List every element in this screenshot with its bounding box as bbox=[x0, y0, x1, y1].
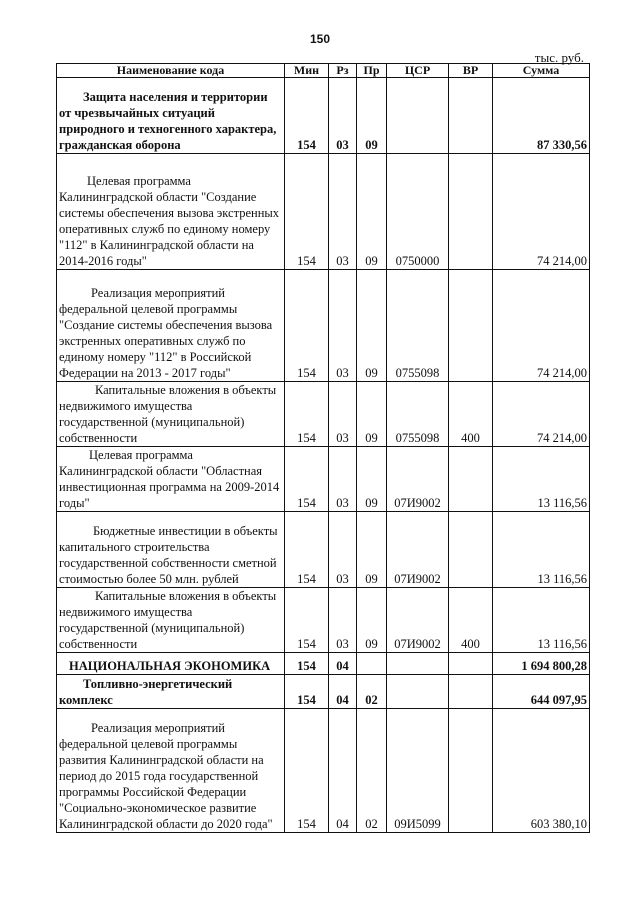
row-rz: 03 bbox=[329, 78, 357, 154]
row-rz: 03 bbox=[329, 588, 357, 653]
row-vr bbox=[449, 154, 493, 270]
row-sum: 74 214,00 bbox=[493, 154, 590, 270]
row-vr: 400 bbox=[449, 588, 493, 653]
row-csr bbox=[387, 78, 449, 154]
row-sum: 87 330,56 bbox=[493, 78, 590, 154]
units-label: тыс. руб. bbox=[534, 50, 584, 65]
row-rz: 04 bbox=[329, 675, 357, 709]
row-csr bbox=[387, 653, 449, 675]
table-row bbox=[57, 270, 590, 382]
table-row bbox=[57, 588, 590, 653]
row-rz: 04 bbox=[329, 709, 357, 833]
row-csr bbox=[387, 675, 449, 709]
row-pr: 09 bbox=[357, 447, 387, 512]
row-pr: 09 bbox=[357, 154, 387, 270]
row-min: 154 bbox=[285, 588, 329, 653]
row-vr bbox=[449, 78, 493, 154]
row-pr: 09 bbox=[357, 588, 387, 653]
row-csr: 07И9002 bbox=[387, 447, 449, 512]
row-vr bbox=[449, 447, 493, 512]
row-pr: 09 bbox=[357, 270, 387, 382]
row-min: 154 bbox=[285, 709, 329, 833]
table-row bbox=[57, 709, 590, 833]
table-header-row bbox=[57, 64, 590, 78]
row-min: 154 bbox=[285, 512, 329, 588]
table-row bbox=[57, 447, 590, 512]
row-pr: 09 bbox=[357, 78, 387, 154]
row-pr: 02 bbox=[357, 675, 387, 709]
row-csr: 0755098 bbox=[387, 270, 449, 382]
row-sum: 74 214,00 bbox=[493, 382, 590, 447]
row-min: 154 bbox=[285, 382, 329, 447]
row-vr: 400 bbox=[449, 382, 493, 447]
row-rz: 04 bbox=[329, 653, 357, 675]
row-pr: 09 bbox=[357, 382, 387, 447]
row-name: Бюджетные инвестиции в объекты капитального строительства государственной собственности сметной стоимостью более 50 млн. рублей bbox=[57, 512, 285, 588]
row-min: 154 bbox=[285, 675, 329, 709]
row-rz: 03 bbox=[329, 382, 357, 447]
row-pr bbox=[357, 653, 387, 675]
row-vr bbox=[449, 675, 493, 709]
header-rz: Рз bbox=[329, 64, 357, 78]
row-csr: 0750000 bbox=[387, 154, 449, 270]
row-vr bbox=[449, 653, 493, 675]
header-csr: ЦСР bbox=[387, 64, 449, 78]
row-min: 154 bbox=[285, 154, 329, 270]
table-row bbox=[57, 653, 590, 675]
row-rz: 03 bbox=[329, 512, 357, 588]
row-rz: 03 bbox=[329, 447, 357, 512]
row-sum: 13 116,56 bbox=[493, 588, 590, 653]
row-vr bbox=[449, 512, 493, 588]
table-row bbox=[57, 512, 590, 588]
row-min: 154 bbox=[285, 447, 329, 512]
row-csr: 07И9002 bbox=[387, 588, 449, 653]
row-min: 154 bbox=[285, 270, 329, 382]
table-row bbox=[57, 675, 590, 709]
row-pr: 02 bbox=[357, 709, 387, 833]
row-rz: 03 bbox=[329, 154, 357, 270]
row-name: Целевая программа Калининградской области "Создание системы обеспечения вызова экстренных оперативных служб по единому номеру "112" в Калининградской области на 2014-2016 годы" bbox=[57, 154, 285, 270]
table-row bbox=[57, 382, 590, 447]
row-csr: 07И9002 bbox=[387, 512, 449, 588]
row-sum: 1 694 800,28 bbox=[493, 653, 590, 675]
header-name: Наименование кода bbox=[57, 64, 285, 78]
row-name: Реализация мероприятий федеральной целевой программы "Создание системы обеспечения вызова экстренных оперативных служб по единому номеру "112" в Российской Федерации на 2013 - 2017 годы" bbox=[57, 270, 285, 382]
row-name: Топливно-энергетический комплекс bbox=[57, 675, 285, 709]
row-min: 154 bbox=[285, 653, 329, 675]
row-min: 154 bbox=[285, 78, 329, 154]
header-sum: Сумма bbox=[493, 64, 590, 78]
table-row bbox=[57, 78, 590, 154]
row-sum: 74 214,00 bbox=[493, 270, 590, 382]
row-name: Капитальные вложения в объекты недвижимого имущества государственной (муниципальной) собственности bbox=[57, 588, 285, 653]
row-name: Защита населения и территории от чрезвычайных ситуаций природного и техногенного характера, гражданская оборона bbox=[57, 78, 285, 154]
row-name: Реализация мероприятий федеральной целевой программы развития Калининградской области на период до 2015 года государственной программы Российской Федерации "Социально-экономическое развитие Калининградской области до 2020 года" bbox=[57, 709, 285, 833]
row-sum: 603 380,10 bbox=[493, 709, 590, 833]
budget-table bbox=[56, 63, 590, 833]
row-name: Капитальные вложения в объекты недвижимого имущества государственной (муниципальной) собственности bbox=[57, 382, 285, 447]
header-vr: ВР bbox=[449, 64, 493, 78]
row-vr bbox=[449, 709, 493, 833]
table-row bbox=[57, 154, 590, 270]
row-name: Целевая программа Калининградской области "Областная инвестиционная программа на 2009-2014 годы" bbox=[57, 447, 285, 512]
row-vr bbox=[449, 270, 493, 382]
header-min: Мин bbox=[285, 64, 329, 78]
row-pr: 09 bbox=[357, 512, 387, 588]
row-sum: 13 116,56 bbox=[493, 447, 590, 512]
page-number: 150 bbox=[309, 32, 331, 46]
row-sum: 13 116,56 bbox=[493, 512, 590, 588]
row-name: НАЦИОНАЛЬНАЯ ЭКОНОМИКА bbox=[57, 653, 285, 675]
row-sum: 644 097,95 bbox=[493, 675, 590, 709]
header-pr: Пр bbox=[357, 64, 387, 78]
row-rz: 03 bbox=[329, 270, 357, 382]
row-csr: 09И5099 bbox=[387, 709, 449, 833]
row-csr: 0755098 bbox=[387, 382, 449, 447]
